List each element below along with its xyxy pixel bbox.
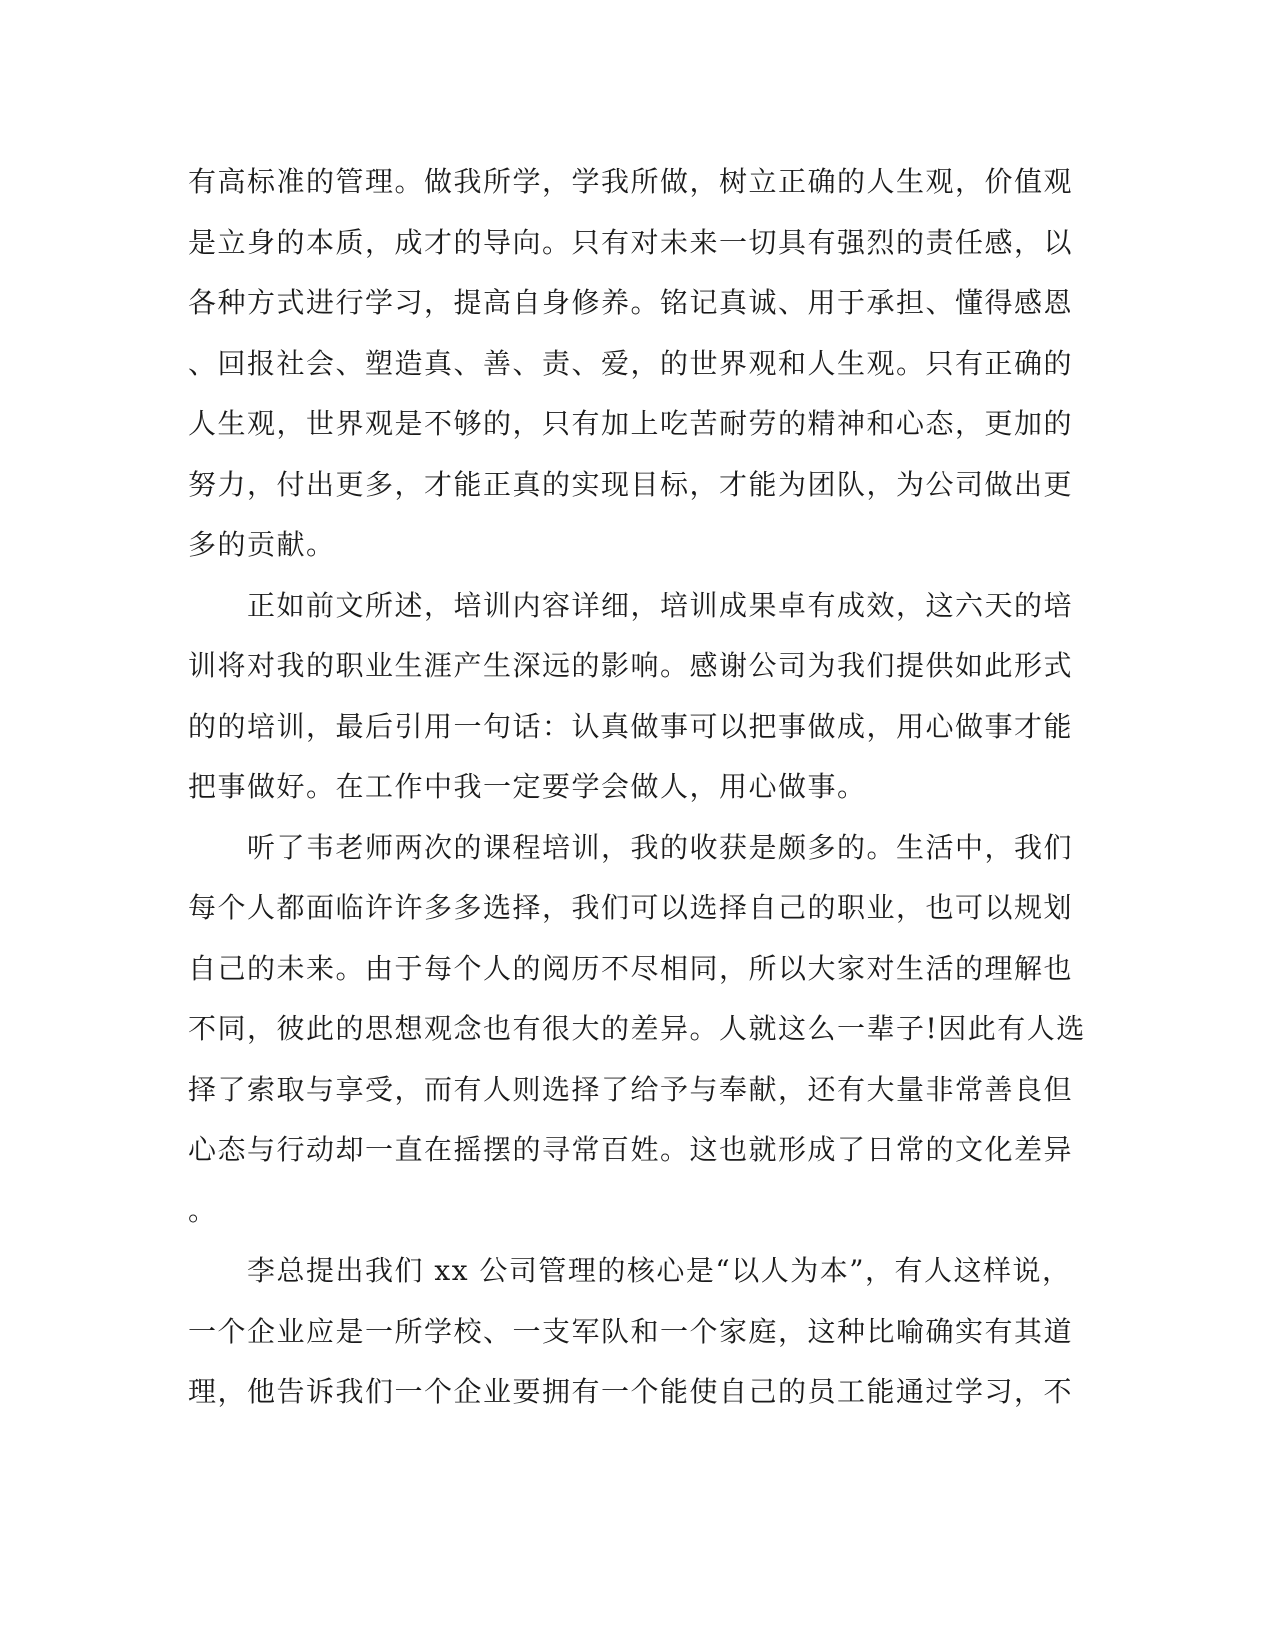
text-line: 训将对我的职业生涯产生深远的影响。感谢公司为我们提供如此形式 xyxy=(188,649,1074,682)
text-line: 努力，付出更多，才能正真的实现目标，才能为团队，为公司做出更 xyxy=(188,467,1074,501)
text-line: 自己的未来。由于每个人的阅历不尽相同，所以大家对生活的理解也 xyxy=(188,951,1074,985)
text-line: 的的培训，最后引用一句话：认真做事可以把事做成，用心做事才能 xyxy=(188,709,1074,743)
body-text xyxy=(188,152,1088,1423)
text-line: 听了韦老师两次的课程培训，我的收获是颇多的。生活中，我们 xyxy=(188,830,1074,864)
text-line: 。 xyxy=(188,1193,218,1227)
text-line: 不同，彼此的思想观念也有很大的差异。人就这么一辈子!因此有人选 xyxy=(188,1012,1086,1045)
text-line: 正如前文所述，培训内容详细，培训成果卓有成效，这六天的培 xyxy=(188,588,1074,622)
text-line: 心态与行动却一直在摇摆的寻常百姓。这也就形成了日常的文化差异 xyxy=(188,1133,1074,1166)
text-line: 、回报社会、塑造真、善、责、爱，的世界观和人生观。只有正确的 xyxy=(188,346,1074,380)
text-line: 是立身的本质，成才的导向。只有对未来一切具有强烈的责任感，以 xyxy=(188,225,1074,259)
text-line: 李总提出我们 xx 公司管理的核心是“以人为本”，有人这样说， xyxy=(188,1254,1072,1287)
text-line: 理，他告诉我们一个企业要拥有一个能使自己的员工能通过学习，不 xyxy=(188,1375,1074,1408)
text-line: 一个企业应是一所学校、一支军队和一个家庭，这种比喻确实有其道 xyxy=(188,1314,1074,1348)
text-line: 人生观，世界观是不够的，只有加上吃苦耐劳的精神和心态，更加的 xyxy=(188,407,1074,440)
text-line: 择了索取与享受，而有人则选择了给予与奉献，还有大量非常善良但 xyxy=(188,1072,1074,1106)
text-line: 各种方式进行学习，提高自身修养。铭记真诚、用于承担、懂得感恩 xyxy=(188,286,1074,319)
text-line: 把事做好。在工作中我一定要学会做人，用心做事。 xyxy=(188,770,867,803)
text-line: 每个人都面临许许多多选择，我们可以选择自己的职业，也可以规划 xyxy=(188,891,1074,924)
text-line: 多的贡献。 xyxy=(188,528,336,561)
text-line: 有高标准的管理。做我所学，学我所做，树立正确的人生观，价值观 xyxy=(188,165,1074,198)
